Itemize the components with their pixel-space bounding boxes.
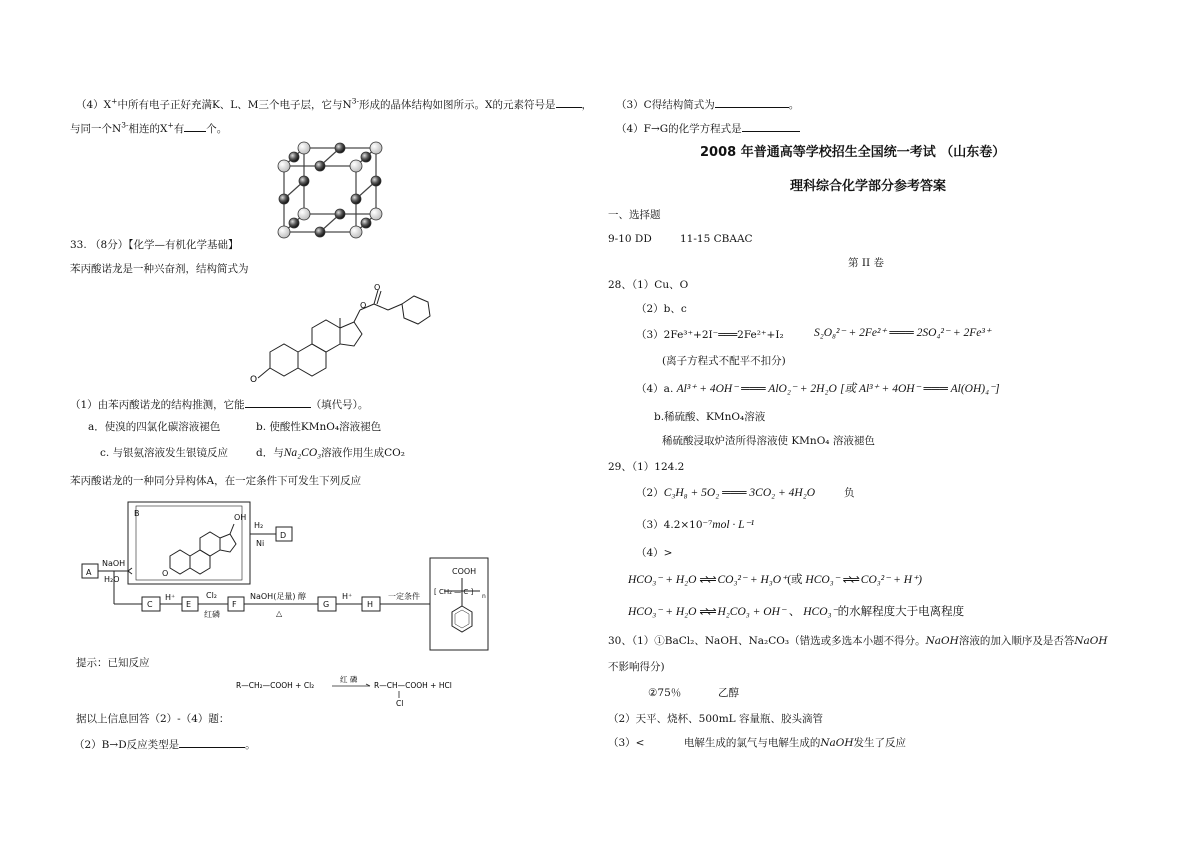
a28-3a: （3）2Fe³⁺+2I⁻═══2Fe²⁺+I₂ [636, 329, 784, 341]
a28-1: 28、（1）Cu、O [608, 279, 689, 291]
answer-blank [556, 96, 582, 108]
hydrolysis-eq-2: HCO₃⁻ + H₂O ⇌⇌ H₂CO₃ + OH⁻ 、 HCO₃⁻的水解程度大于电离程度 [628, 604, 965, 618]
option-b: b. 使酸性KMnO₄溶液褪色 [256, 421, 382, 433]
crystal-structure-figure [270, 138, 390, 238]
right-column [608, 0, 1128, 848]
answer-title-1: 2008 年普通高等学校招生全国统一考试 （山东卷） [700, 145, 1006, 160]
a29-1: 29、（1）124.2 [608, 461, 685, 473]
a30-3: （3）< 电解生成的氯气与电解生成的NaOH发生了反应 [608, 737, 907, 749]
a28-4a: （4）a. Al³⁺ + 4OH⁻ ═══ AlO₂⁻ + 2H₂O [或 Al³⁺ + 4OH⁻ ═══ Al(OH)₄⁻] [636, 383, 1000, 395]
a29-4: （4）> [636, 547, 673, 559]
h-plus-label: H⁺ [165, 593, 176, 602]
answer-title-2: 理科综合化学部分参考答案 [790, 179, 947, 194]
heat-label: △ [276, 609, 283, 618]
oh-label: OH [234, 513, 247, 522]
answer-blank [184, 120, 206, 132]
polymer-repeat-label: [ CH₂ — C ] [434, 588, 474, 596]
answer-blank [245, 396, 311, 408]
naoh-alcohol-label: NaOH(足量) 醇 [250, 592, 306, 601]
box-e-label: E [186, 600, 192, 609]
naoh-label: NaOH [102, 559, 126, 568]
reaction-products: R—CH—COOH + HCl [374, 681, 452, 690]
q33-2: （2）B→D反应类型是 。 [74, 736, 256, 752]
box-f-label: F [232, 600, 237, 609]
mc-answers-1: 9-10 DD [608, 233, 652, 245]
option-d: d．与Na₂CO₃溶液作用生成CO₂ [256, 447, 405, 459]
q32-4-line2: 与同一个$N^{3-}$相连的X+有 个。 [70, 120, 228, 135]
hydrolysis-eq-1: HCO₃⁻ + H₂O ⇌⇌ CO₃²⁻ + H₃O⁺(或 HCO₃⁻ ⇌⇌ CO₃²⁻ + H⁺) [628, 572, 923, 586]
red-phosphorus-label: 红磷 [204, 610, 220, 619]
box-d-label: D [280, 531, 287, 540]
volume-2-heading: 第 II 卷 [848, 257, 884, 269]
ester-carbonyl-o-label: O [374, 283, 381, 292]
condition-label: 一定条件 [388, 592, 420, 601]
hint: 提示：已知反应 [76, 657, 150, 669]
box-b-label: B [134, 509, 140, 518]
polymer-n-label: n [482, 593, 486, 600]
option-a: a．使溴的四氯化碳溶液褪色 [88, 421, 221, 433]
h2o-label: H₂O [104, 575, 120, 584]
ester-o-label: O [360, 301, 367, 310]
a28-4b: b.稀硫酸、KMnO₄溶液 [654, 411, 766, 423]
cooh-label: COOH [452, 567, 477, 576]
a29-3: （3）4.2×10⁻⁷mol · L⁻¹ [636, 519, 755, 531]
option-c: c. 与银氨溶液发生银镜反应 [100, 447, 229, 459]
ni-label: Ni [256, 539, 265, 548]
h2-label: H₂ [254, 521, 264, 530]
equilibrium-arrow-icon: ⇌⇌ [699, 604, 715, 618]
answer-prompt: 据以上信息回答（2）-（4）题： [76, 713, 230, 725]
a28-3-note: (离子方程式不配平不扣分) [662, 355, 786, 367]
q33-4: （4）F→G的化学方程式是 [616, 120, 800, 136]
a29-2-negative: 负 [844, 487, 855, 499]
q33-3: （3）C得结构简式为 。 [616, 96, 799, 112]
a28-3b: S₂O₈²⁻ + 2Fe²⁺ ═══ 2SO₄²⁻ + 2Fe³⁺ [814, 327, 991, 339]
reaction-chlorine: Cl [396, 699, 404, 708]
equilibrium-arrow-icon: ⇌⇌ [699, 572, 715, 586]
q33-header: 33. （8分）【化学—有机化学基础】 [70, 239, 239, 251]
answer-blank [742, 120, 800, 132]
q33-intro: 苯丙酸诺龙是一种兴奋剂，结构简式为 [70, 263, 249, 275]
mc-answers-2: 11-15 CBAAC [680, 233, 753, 245]
h-plus-label-2: H⁺ [342, 592, 353, 601]
cl2-label: Cl₂ [206, 591, 218, 600]
box-h-label: H [367, 600, 374, 609]
a30-1: 30、（1）①BaCl₂、NaOH、Na₂CO₃（错选或多选本小题不得分。NaOH溶液的加入顺序及是否答NaOH [608, 635, 1108, 647]
nandrolone-structure [250, 282, 440, 392]
a28-4c: 稀硫酸浸取炉渣所得溶液使 KMnO₄ 溶液褪色 [662, 435, 875, 447]
answer-blank [179, 736, 245, 748]
section-choice: 一、选择题 [608, 209, 661, 221]
isomer-intro: 苯丙酸诺龙的一种同分异构体A，在一定条件下可发生下列反应 [70, 475, 362, 487]
q33-1: （1）由苯丙酸诺龙的结构推测，它能 （填代号）。 [70, 396, 368, 412]
a28-2: （2）b、c [636, 303, 687, 315]
hint-reaction [236, 676, 506, 712]
a30-1-ethanol: 乙醇 [718, 687, 739, 699]
left-column [70, 0, 593, 848]
ketone-o-label: O [162, 569, 169, 578]
box-g-label: G [323, 600, 330, 609]
a30-1-cont: 不影响得分) [608, 661, 665, 673]
reaction-reactants: R—CH₂—COOH + Cl₂ [236, 681, 315, 690]
box-c-label: C [147, 600, 153, 609]
a29-2: （2）C₃H₈ + 5O₂ ═══ 3CO₂ + 4H₂O [636, 487, 816, 499]
reaction-condition: 红 磷 [340, 675, 358, 684]
a30-2: （2）天平、烧杯、500mL 容量瓶、胶头滴管 [608, 713, 823, 725]
carbonyl-o-label: O [250, 375, 258, 385]
equilibrium-arrow-icon: ⇌⇌ [842, 572, 858, 586]
answer-blank [715, 96, 789, 108]
box-a-label: A [86, 568, 92, 577]
reaction-flowchart [70, 496, 490, 656]
q32-4-line1: （4）X+中所有电子正好充满K、L、M三个电子层，它与$N^{3-}$形成的晶体结构如图所示。X的元素符号是 ， [76, 96, 593, 111]
a30-1-b: ②75％ [648, 687, 682, 699]
